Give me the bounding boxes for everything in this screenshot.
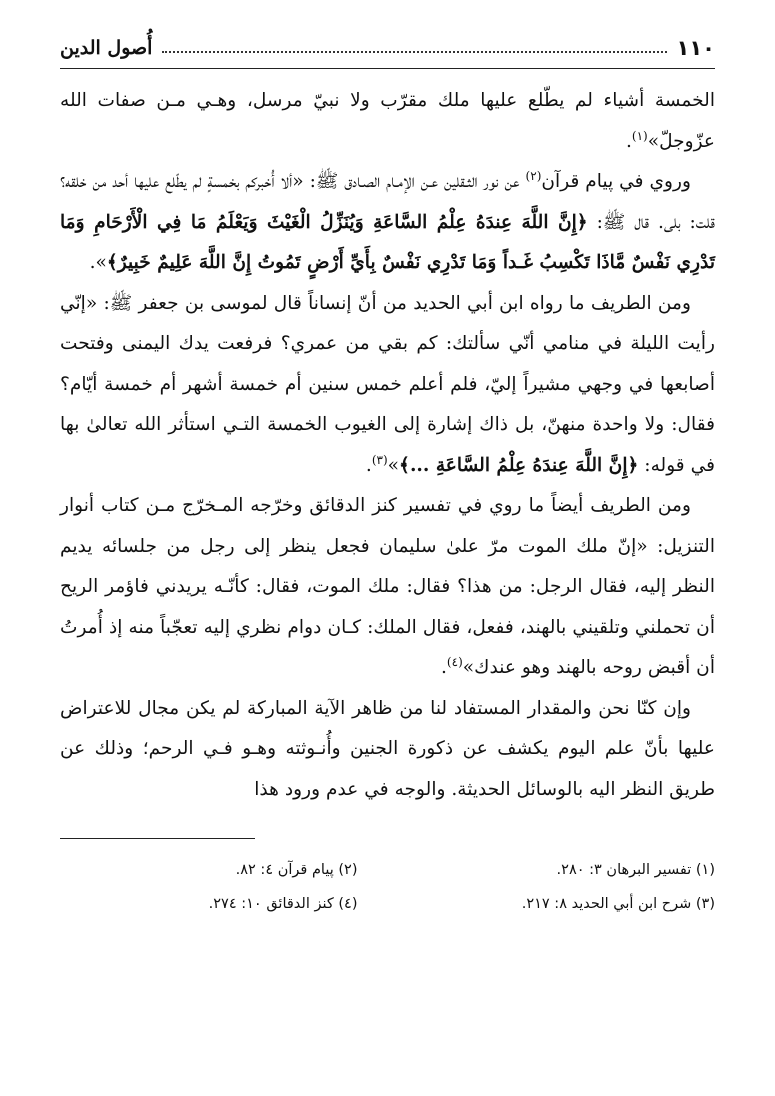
paragraph <box>60 162 715 284</box>
page-number: ١١٠ <box>676 36 715 60</box>
text-segment: ». <box>89 252 107 273</box>
text-segment: وإن كنّا نحن والمقدار المستفاد لنا من ظاهر الآية المباركة لم يكن مجال للاعتراض عليها بأنّ علم اليوم يكشف عن ذكورة الجنين وأُنـوثته وهـو فـي الرحم؛ وذلك عن طريق النظر اليه بالوسائل الحديثة. والوجه في عدم ورود هذا <box>60 697 715 800</box>
body-text <box>60 81 715 810</box>
text-segment: . <box>625 130 632 152</box>
paragraph <box>60 486 715 689</box>
footnote-ref: (٤) <box>446 654 463 669</box>
paragraph <box>60 81 715 162</box>
quran-verse: ﴿إِنَّ اللَّهَ عِندَهُ عِلْمُ السَّاعَةِ وَيُنَزِّلُ الْغَيْثَ وَيَعْلَمُ مَا فِي الْأَرْحَامِ وَمَا تَدْرِي نَفْسٌ مَّاذَا تَكْسِبُ غَـداً وَمَا تَدْرِي نَفْسٌ بِأَيِّ أَرْضٍ تَمُوتُ إِنَّ اللَّهَ عَلِيمٌ خَبِيرٌ﴾ <box>60 211 715 273</box>
footnote-4: (٤) كنز الدقائق ١٠: ٢٧٤. <box>208 896 358 912</box>
footnote-1: (١) تفسير البرهان ٣: ٢٨٠. <box>556 862 715 878</box>
footnotes <box>60 853 715 921</box>
footnote-ref: (١) <box>631 128 648 143</box>
footnote-rule <box>60 838 255 839</box>
footnote-ref: (٣) <box>371 452 388 467</box>
text-segment: ومن الطريف ما رواه ابن أبي الحديد من أنّ إنساناً قال لموسى بن جعفر ﷺ: «إنّي رأيت الليلة في منامي أنّي سألتك: كم بقي من عمري؟ فرفعت يدك اليمنى وفتحت أصابعها في وجهي مشيراً إليّ، فلم أعلم خمس سنين أم خمسة أشهر أم خمسة أيّام؟ فقال: ولا واحدة منهنّ، بل ذاك إشارة إلى الغيوب الخمسة التـي استأثر الله تعالىٰ بها في قوله: <box>60 292 715 476</box>
text-segment: وروي في پيام قرآن <box>541 171 691 192</box>
quran-verse: ﴿إِنَّ اللَّهَ عِندَهُ عِلْمُ السَّاعَةِ ...﴾ <box>399 454 639 476</box>
footnote-3: (٣) شرح ابن أبي الحديد ٨: ٢١٧. <box>521 896 715 912</box>
text-segment: الخمسة أشياء لم يطّلع عليها ملك مقرّب ولا نبيّ مرسل، وهـي مـن صفات الله عزّوجلّ» <box>60 90 715 152</box>
text-segment: » <box>387 454 400 476</box>
text-segment: . <box>441 657 447 678</box>
paragraph <box>60 284 715 487</box>
footnote-2: (٢) پيام قرآن ٤: ٨٢. <box>235 862 358 878</box>
text-segment: ومن الطريف أيضاً ما روي في تفسير كنز الدقائق وخرّجه المـخرّج مـن كتاب أنوار التنزيل: «إنّ ملك الموت مرّ علىٰ سليمان فجعل ينظر إلى رجل من جلسائه يديم النظر إليه، فقال الرجل: من هذا؟ فقال: ملك الموت، فقال: كأنّـه يريدني فاؤمر الريح أن تحملني وتلقيني بالهند، ففعل، فقال الملك: كـان دوام نظري إليه تعجّباً منه إذ أُمرتُ أن أقبض روحه بالهند وهو عندك» <box>60 495 715 678</box>
paragraph <box>60 689 715 811</box>
footnote-ref: (٢) <box>525 168 542 183</box>
dotted-leader <box>162 51 666 53</box>
book-page <box>60 28 715 1068</box>
running-title: أُصول الدين <box>60 37 153 59</box>
running-header <box>60 28 715 69</box>
text-segment: عن نور الثـقلين عـن الإمـام الصـادق ﷺ: «ألا أُخبركم بخمسةٍ لم يطّلع عليها أحد من خلقه؟ قلت: بلى. قال ﷺ: <box>60 171 716 233</box>
text-segment: . <box>365 454 372 476</box>
